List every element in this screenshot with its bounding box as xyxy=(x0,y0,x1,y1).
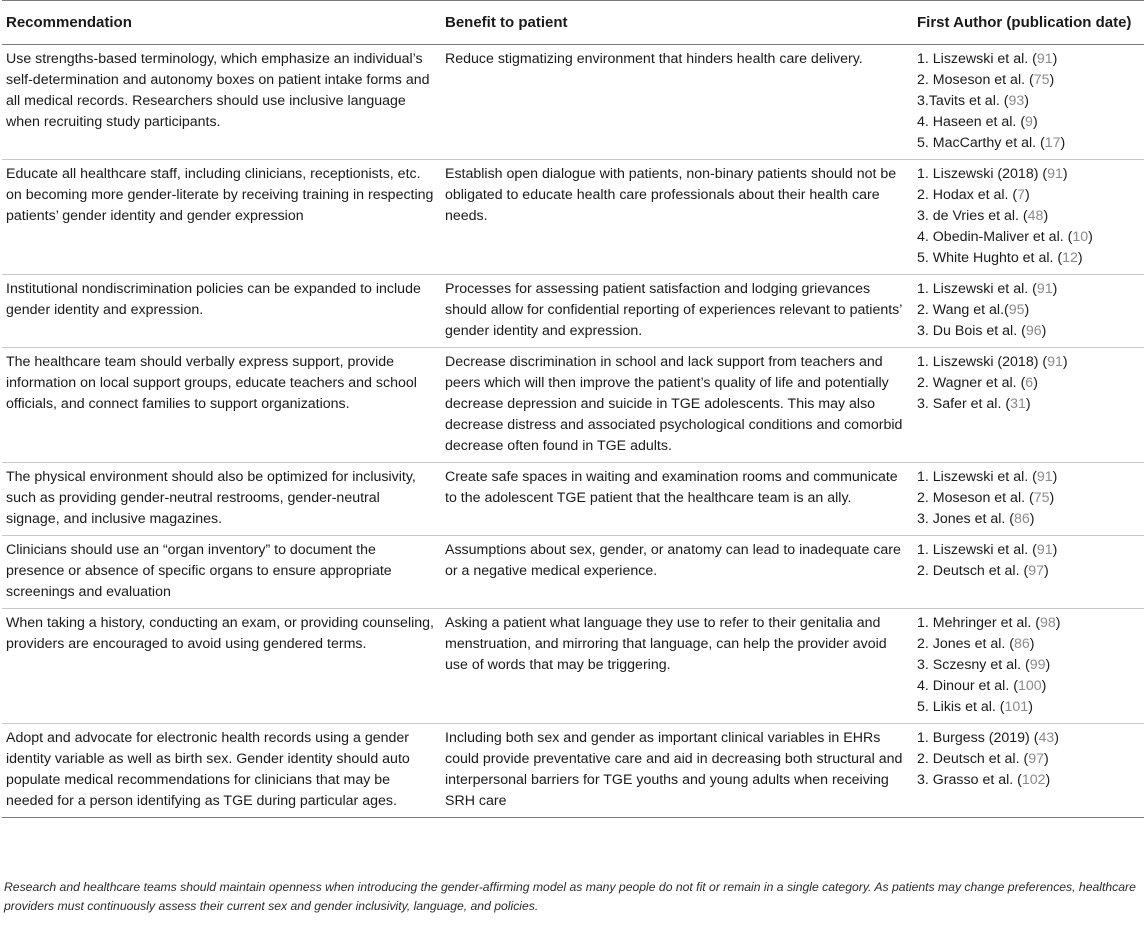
citation-close: ) xyxy=(1052,469,1058,485)
author-name: 2. Deutsch et al. ( xyxy=(917,563,1029,579)
recommendation-cell: Adopt and advocate for electronic health records using a gender identity variable as well as birth sex. Gender identity should auto populate medical recommendations for clinicians that may be needed for a person identifying as TGE during particular ages. xyxy=(2,724,441,818)
benefit-cell: Establish open dialogue with patients, non-binary patients should not be obligated to educate health care professionals about their health care needs. xyxy=(441,160,913,275)
citation-close: ) xyxy=(1032,114,1038,130)
recommendation-cell: The physical environment should also be optimized for inclusivity, such as providing gender-neutral restrooms, gender-neutral signage, and inclusive magazines. xyxy=(2,463,441,536)
author-name: 1. Liszewski et al. ( xyxy=(917,51,1037,67)
authors-cell xyxy=(913,160,1144,275)
author-citation xyxy=(917,488,1140,509)
author-citation xyxy=(917,613,1140,634)
author-citation xyxy=(917,49,1140,70)
author-name: 3. de Vries et al. ( xyxy=(917,208,1028,224)
author-citation xyxy=(917,509,1140,530)
author-citation xyxy=(917,206,1140,227)
author-name: 3. Sczesny et al. ( xyxy=(917,657,1030,673)
author-citation xyxy=(917,321,1140,342)
author-citation xyxy=(917,279,1140,300)
table-footnote: Research and healthcare teams should maintain openness when introducing the gender-affirming model as many people do not fit or remain in a single category. As patients may change preferences, healthcare providers must continuously assess their current sex and gender inclusivity, language, and policies. xyxy=(4,880,1136,913)
author-name: 2. Wagner et al. ( xyxy=(917,375,1026,391)
recommendation-cell: Institutional nondiscrimination policies can be expanded to include gender identity and expression. xyxy=(2,275,441,348)
author-name: 4. Dinour et al. ( xyxy=(917,678,1018,694)
table-row xyxy=(2,724,1144,818)
author-citation xyxy=(917,300,1140,321)
reference-link[interactable]: 12 xyxy=(1062,250,1078,266)
reference-link[interactable]: 91 xyxy=(1036,542,1053,558)
citation-close: ) xyxy=(1062,354,1068,370)
author-citation xyxy=(917,352,1140,373)
author-name: 4. Haseen et al. ( xyxy=(917,114,1026,130)
recommendation-cell: The healthcare team should verbally express support, provide information on local support groups, educate teachers and school officials, and connect families to support organizations. xyxy=(2,348,441,463)
reference-link[interactable]: 98 xyxy=(1040,615,1056,631)
citation-close: ) xyxy=(1052,542,1058,558)
recommendations-table xyxy=(2,0,1144,818)
table-row xyxy=(2,609,1144,724)
table-row xyxy=(2,160,1144,275)
citation-close: ) xyxy=(1052,281,1058,297)
citation-close: ) xyxy=(1025,187,1030,203)
authors-cell xyxy=(913,275,1144,348)
author-citation xyxy=(917,561,1140,582)
author-citation xyxy=(917,91,1140,112)
citation-close: ) xyxy=(1028,699,1033,715)
citation-close: ) xyxy=(1077,250,1083,266)
table-row xyxy=(2,463,1144,536)
reference-link[interactable]: 101 xyxy=(1004,699,1029,715)
author-name: 1. Liszewski et al. ( xyxy=(917,469,1037,485)
recommendation-cell: Clinicians should use an “organ inventory” to document the presence or absence of specific organs to ensure appropriate screenings and evaluation xyxy=(2,536,441,609)
author-citation xyxy=(917,164,1140,185)
recommendation-cell: Educate all healthcare staff, including clinicians, receptionists, etc. on becoming more gender-literate by receiving training in respecting patients’ gender identity and gender expression xyxy=(2,160,441,275)
citation-close: ) xyxy=(1055,615,1061,631)
citation-close: ) xyxy=(1043,563,1049,579)
reference-link[interactable]: 86 xyxy=(1014,636,1030,652)
recommendation-cell: When taking a history, conducting an exam, or providing counseling, providers are encouraged to avoid using gendered terms. xyxy=(2,609,441,724)
authors-cell xyxy=(913,609,1144,724)
benefit-cell: Assumptions about sex, gender, or anatomy can lead to inadequate care or a negative medical experience. xyxy=(441,536,913,609)
reference-link[interactable]: 91 xyxy=(1036,469,1053,485)
benefit-cell: Create safe spaces in waiting and examination rooms and communicate to the adolescent TGE patient that the healthcare team is an ally. xyxy=(441,463,913,536)
citation-close: ) xyxy=(1049,490,1055,506)
author-name: 5. MacCarthy et al. ( xyxy=(917,135,1045,151)
header-recommendation: Recommendation xyxy=(2,1,441,45)
author-citation xyxy=(917,112,1140,133)
citation-close: ) xyxy=(1024,302,1030,318)
reference-link[interactable]: 86 xyxy=(1014,511,1030,527)
reference-link[interactable]: 6 xyxy=(1025,375,1034,391)
reference-link[interactable]: 97 xyxy=(1028,751,1044,767)
table-body xyxy=(2,45,1144,818)
author-name: 1. Mehringer et al. ( xyxy=(917,615,1041,631)
author-citation xyxy=(917,655,1140,676)
author-name: 1. Liszewski (2018) ( xyxy=(917,166,1048,182)
authors-cell xyxy=(913,724,1144,818)
reference-link[interactable]: 48 xyxy=(1027,208,1044,224)
citation-close: ) xyxy=(1025,396,1031,412)
reference-link[interactable]: 91 xyxy=(1036,281,1053,297)
reference-link[interactable]: 100 xyxy=(1017,678,1042,694)
author-citation xyxy=(917,540,1140,561)
author-citation xyxy=(917,227,1140,248)
benefit-cell: Reduce stigmatizing environment that hinders health care delivery. xyxy=(441,45,913,160)
reference-link[interactable]: 10 xyxy=(1072,229,1089,245)
authors-cell xyxy=(913,348,1144,463)
author-name: 2. Moseson et al. ( xyxy=(917,490,1034,506)
author-name: 3.Tavits et al. ( xyxy=(917,93,1009,109)
reference-link[interactable]: 91 xyxy=(1036,51,1053,67)
citation-close: ) xyxy=(1052,51,1058,67)
author-name: 2. Moseson et al. ( xyxy=(917,72,1034,88)
author-citation xyxy=(917,676,1140,697)
citation-close: ) xyxy=(1060,135,1066,151)
author-citation xyxy=(917,467,1140,488)
citation-close: ) xyxy=(1088,229,1093,245)
author-citation xyxy=(917,394,1140,415)
citation-close: ) xyxy=(1054,730,1059,746)
citation-close: ) xyxy=(1049,72,1055,88)
table-row xyxy=(2,348,1144,463)
author-name: 1. Liszewski (2018) ( xyxy=(917,354,1048,370)
author-citation xyxy=(917,749,1140,770)
header-first-author: First Author (publication date) xyxy=(913,1,1144,45)
citation-close: ) xyxy=(1045,772,1051,788)
reference-link[interactable]: 96 xyxy=(1025,323,1042,339)
benefit-cell: Decrease discrimination in school and lack support from teachers and peers which will then improve the patient’s quality of life and potentially decrease depression and suicide in TGE adolescents. This may also decrease distress and associated psychological conditions and comorbid decrease often found in TGE adults. xyxy=(441,348,913,463)
authors-cell xyxy=(913,45,1144,160)
reference-link[interactable]: 17 xyxy=(1044,135,1061,151)
reference-link[interactable]: 99 xyxy=(1029,657,1046,673)
table-row xyxy=(2,536,1144,609)
citation-close: ) xyxy=(1043,208,1049,224)
reference-link[interactable]: 91 xyxy=(1047,354,1063,370)
authors-cell xyxy=(913,463,1144,536)
author-citation xyxy=(917,728,1140,749)
reference-link[interactable]: 97 xyxy=(1028,563,1044,579)
benefit-cell: Including both sex and gender as important clinical variables in EHRs could provide preventative care and aid in decreasing both structural and interpersonal barriers for TGE youths and young adults when receiving SRH care xyxy=(441,724,913,818)
author-citation xyxy=(917,634,1140,655)
citation-close: ) xyxy=(1029,636,1035,652)
citation-close: ) xyxy=(1029,511,1035,527)
citation-close: ) xyxy=(1041,323,1047,339)
reference-link[interactable]: 43 xyxy=(1038,730,1055,746)
recommendation-cell: Use strengths-based terminology, which emphasize an individual’s self-determination and autonomy boxes on patient intake forms and all medical records. Researchers should use inclusive language when recruiting study participants. xyxy=(2,45,441,160)
author-name: 2. Deutsch et al. ( xyxy=(917,751,1029,767)
reference-link[interactable]: 31 xyxy=(1010,396,1026,412)
author-name: 3. Du Bois et al. ( xyxy=(917,323,1026,339)
author-name: 3. Jones et al. ( xyxy=(917,511,1014,527)
author-name: 4. Obedin-Maliver et al. ( xyxy=(917,229,1073,245)
author-citation xyxy=(917,70,1140,91)
reference-link[interactable]: 93 xyxy=(1008,93,1025,109)
author-name: 3. Safer et al. ( xyxy=(917,396,1011,412)
header-benefit: Benefit to patient xyxy=(441,1,913,45)
reference-link[interactable]: 75 xyxy=(1033,72,1050,88)
author-citation xyxy=(917,697,1140,718)
author-name: 1. Liszewski et al. ( xyxy=(917,542,1037,558)
author-citation xyxy=(917,770,1140,791)
author-name: 1. Burgess (2019) ( xyxy=(917,730,1039,746)
reference-link[interactable]: 95 xyxy=(1008,302,1025,318)
author-name: 1. Liszewski et al. ( xyxy=(917,281,1037,297)
benefit-cell: Processes for assessing patient satisfaction and lodging grievances should allow for confidential reporting of experiences relevant to patients’ gender identity and expression. xyxy=(441,275,913,348)
author-name: 2. Jones et al. ( xyxy=(917,636,1014,652)
citation-close: ) xyxy=(1041,678,1047,694)
citation-close: ) xyxy=(1033,375,1038,391)
author-citation xyxy=(917,133,1140,154)
author-name: 5. Likis et al. ( xyxy=(917,699,1005,715)
benefit-cell: Asking a patient what language they use to refer to their genitalia and menstruation, and mirroring that language, can help the provider avoid use of words that may be triggering. xyxy=(441,609,913,724)
author-name: 2. Hodax et al. ( xyxy=(917,187,1018,203)
citation-close: ) xyxy=(1062,166,1068,182)
table-row xyxy=(2,45,1144,160)
reference-link[interactable]: 75 xyxy=(1033,490,1050,506)
citation-close: ) xyxy=(1024,93,1029,109)
author-name: 3. Grasso et al. ( xyxy=(917,772,1022,788)
authors-cell xyxy=(913,536,1144,609)
reference-link[interactable]: 91 xyxy=(1047,166,1063,182)
citation-close: ) xyxy=(1045,657,1051,673)
author-citation xyxy=(917,248,1140,269)
reference-link[interactable]: 7 xyxy=(1017,187,1026,203)
author-name: 5. White Hughto et al. ( xyxy=(917,250,1063,266)
table-header xyxy=(2,1,1144,45)
reference-link[interactable]: 102 xyxy=(1021,772,1046,788)
author-citation xyxy=(917,185,1140,206)
header-row xyxy=(2,1,1144,45)
author-citation xyxy=(917,373,1140,394)
author-name: 2. Wang et al.( xyxy=(917,302,1009,318)
reference-link[interactable]: 9 xyxy=(1025,114,1033,130)
citation-close: ) xyxy=(1043,751,1049,767)
table-row xyxy=(2,275,1144,348)
